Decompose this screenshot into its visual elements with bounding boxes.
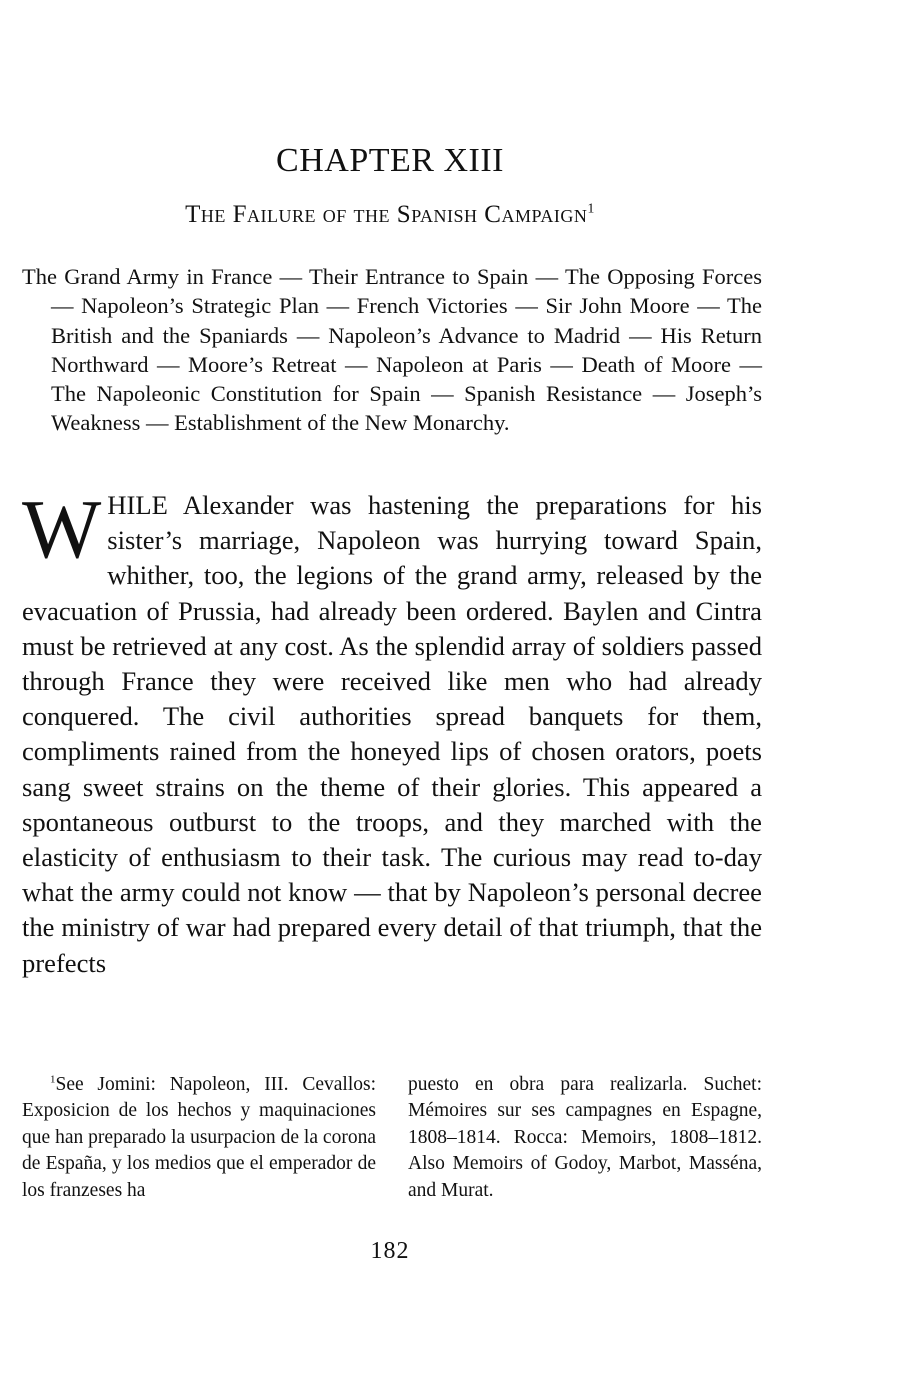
chapter-heading: CHAPTER XIII xyxy=(276,142,504,179)
footnote-mark: 1 xyxy=(50,1073,56,1086)
body-text: HILE Alexander was hastening the preparations for his sister’s marriage, Napoleon was hurrying toward Spain, whither, too, the legions of the grand army, released by the evacuation of Prussia, had already been ordered. Baylen and Cintra must be retrieved at any cost. As the splendid array of soldiers passed through France they were received like men who had already conquered. The civil authorities spread banquets for them, compliments rained from the honeyed lips of chosen orators, poets sang sweet strains on the theme of their glories. This appeared a spontaneous outburst to the troops, and they marched with the elasticity of enthusiasm to their task. The curious may read to-day what the army could not know — that by Napoleon’s personal decree the ministry of war had prepared every detail of that triumph, that the prefects xyxy=(22,490,762,978)
body-paragraph xyxy=(22,483,762,981)
chapter-summary: The Grand Army in France — Their Entrance to Spain — The Opposing Forces — Napoleon’s Strategic Plan — French Victories — Sir John Moore — The British and the Spaniards — Napoleon’s Advance to Madrid — His Return Northward — Moore’s Retreat — Napoleon at Paris — Death of Moore — The Napoleonic Constitution for Spain — Spanish Resistance — Joseph’s Weakness — Establishment of the New Monarchy. xyxy=(22,264,762,436)
chapter-title xyxy=(0,201,780,229)
chapter-title-text: The Failure of the Spanish Campaign xyxy=(185,201,588,228)
drop-cap: W xyxy=(22,483,102,576)
page-number: 182 xyxy=(370,1238,410,1264)
footnote-left-column xyxy=(22,1072,376,1204)
footnote-right-column: puesto en obra para realizarla. Suchet: Mémoires sur ses campagnes en Espagne, 1808–1814. Rocca: Memoirs, 1808–1812. Also Memoirs of Godoy, Marbot, Masséna, and Murat. xyxy=(408,1074,762,1201)
footnote-reference: 1 xyxy=(587,201,595,217)
footnote-left-text: See Jomini: Napoleon, III. Cevallos: Exposicion de los hechos y maquinaciones que han preparado la usurpacion de la corona de España, y los medios que el emperador de los franzeses ha xyxy=(22,1074,376,1201)
footnotes xyxy=(22,1072,762,1204)
